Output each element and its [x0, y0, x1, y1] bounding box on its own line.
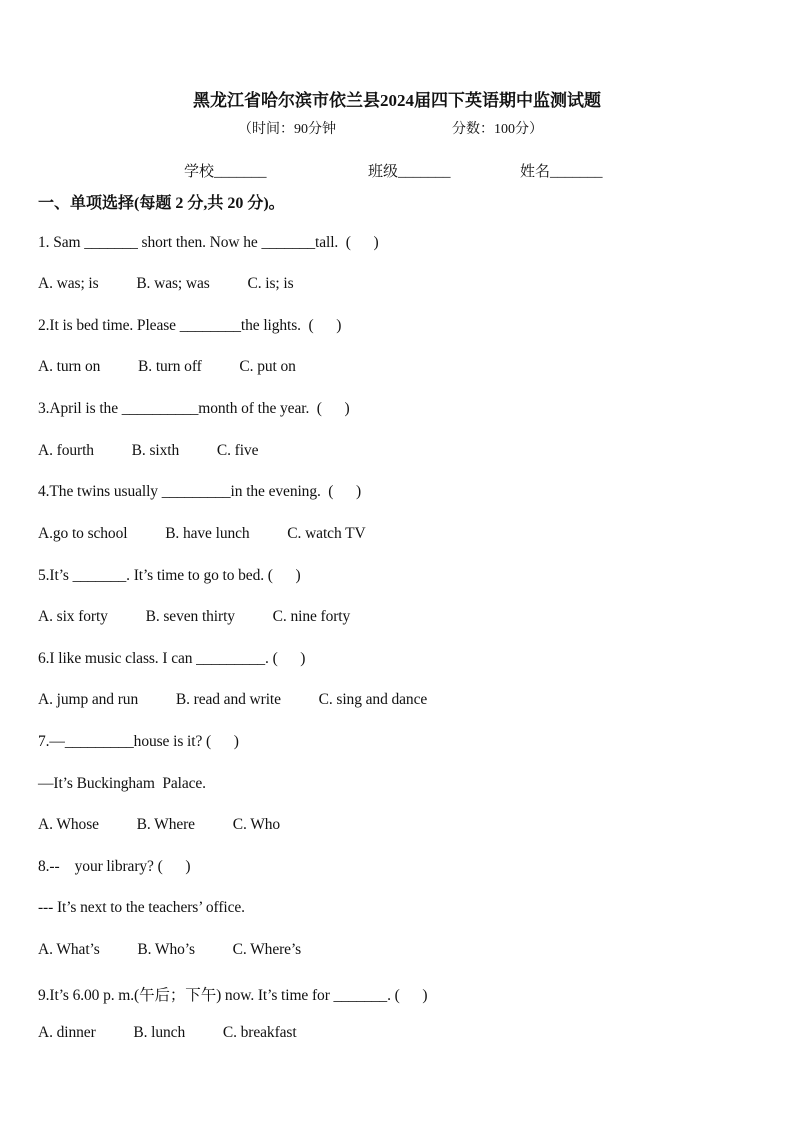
options-2: A. turn on B. turn off C. put on — [38, 358, 296, 375]
school-field: 学校_______ — [184, 164, 267, 180]
options-7: A. Whose B. Where C. Who — [38, 816, 281, 833]
question-7: 7.—_________house is it? ( ) — [38, 733, 239, 750]
answer-8: --- It’s next to the teachers’ office. — [38, 899, 245, 916]
options-9: A. dinner B. lunch C. breakfast — [38, 1024, 297, 1041]
options-1: A. was; is B. was; was C. is; is — [38, 275, 294, 292]
name-field: 姓名_______ — [520, 164, 603, 180]
options-4: A.go to school B. have lunch C. watch TV — [38, 525, 366, 542]
question-2: 2.It is bed time. Please ________the lights. ( ) — [38, 317, 342, 334]
question-4: 4.The twins usually _________in the evening. ( ) — [38, 483, 362, 500]
options-3: A. fourth B. sixth C. five — [38, 442, 259, 459]
question-1: 1. Sam _______ short then. Now he _______tall. ( ) — [38, 234, 379, 251]
class-field: 班级_______ — [368, 164, 451, 180]
page-title: 黑龙江省哈尔滨市依兰县2024届四下英语期中监测试题 — [193, 91, 601, 110]
options-8: A. What’s B. Who’s C. Where’s — [38, 941, 302, 958]
options-5: A. six forty B. seven thirty C. nine forty — [38, 608, 351, 625]
question-6: 6.I like music class. I can _________. ( ) — [38, 650, 306, 667]
question-5: 5.It’s _______. It’s time to go to bed. ( ) — [38, 567, 301, 584]
exam-score: 分数：100分） — [452, 122, 543, 137]
question-8: 8.-- your library? ( ) — [38, 858, 191, 875]
question-3: 3.April is the __________month of the year. ( ) — [38, 400, 350, 417]
question-9: 9.It’s 6.00 p. m.(午后；下午) now. It’s time for _______. ( ) — [38, 987, 428, 1004]
exam-time: （时间：90分钟 — [238, 122, 336, 137]
section-heading: 一、单项选择(每题 2 分,共 20 分)。 — [38, 195, 285, 212]
options-6: A. jump and run B. read and write C. sing and dance — [38, 691, 428, 708]
answer-7: —It’s Buckingham Palace. — [38, 775, 206, 792]
